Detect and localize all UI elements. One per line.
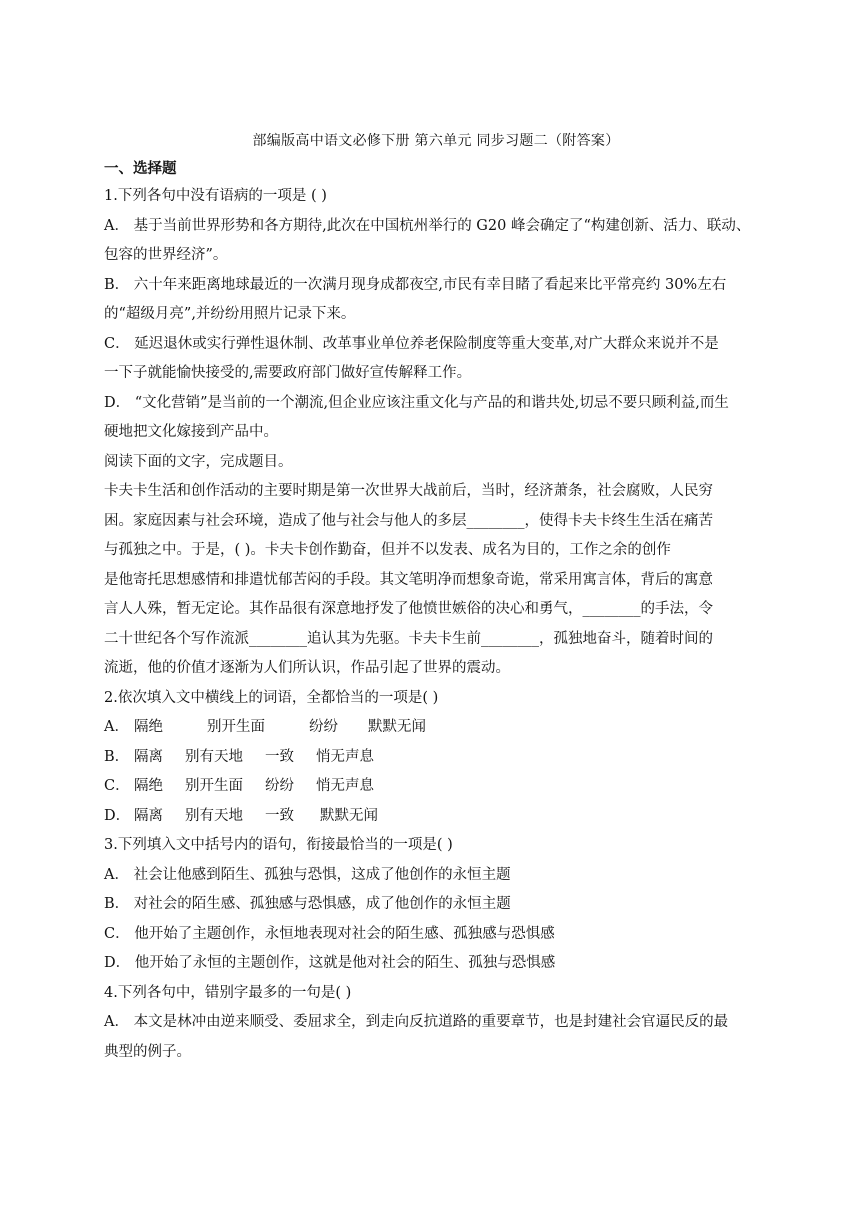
passage-line: 流逝，他的价值才逐渐为人们所认识，作品引起了世界的震动。 <box>104 660 510 676</box>
option-key: D． <box>104 807 131 824</box>
option-a <box>104 713 768 743</box>
option-word: 默默无闻 <box>320 807 378 824</box>
option-c <box>104 772 768 802</box>
option-word: 别开生面 <box>207 719 265 735</box>
option-b <box>104 743 768 773</box>
option-word: 悄无声息 <box>316 748 374 765</box>
option-b: B． 对社会的陌生感、孤独感与恐惧感，成了他创作的永恒主题 <box>104 896 511 912</box>
option-word: 默默无闻 <box>368 719 426 735</box>
option-word: 纷纷 <box>265 778 294 794</box>
option-word: 隔绝 <box>134 778 163 794</box>
option-a-line-2: 包容的世界经济”。 <box>104 247 228 263</box>
option-word: 隔离 <box>134 807 163 824</box>
option-b-line-2: 的“超级月亮”,并纷纷用照片记录下来。 <box>104 306 356 322</box>
option-word: 隔离 <box>134 748 163 765</box>
passage-line: 二十世纪各个写作流派________追认其为先驱。卡夫卡生前________，孤独地奋斗，随着时间的 <box>104 630 713 647</box>
passage-line: 言人人殊，暂无定论。其作品很有深意地抒发了他愤世嫉俗的决心和勇气，________的手法，令 <box>104 601 713 617</box>
passage-line: 困。家庭因素与社会环境，造成了他与社会与他人的多层________，使得卡夫卡终生生活在痛苦 <box>104 512 713 529</box>
option-key: C． <box>104 778 130 794</box>
question-3 <box>104 831 768 979</box>
option-a-line-1: A． 基于当前世界形势和各方期待,此次在中国杭州举行的 G20 峰会确定了“构建创新、活力、联动、 <box>104 217 751 234</box>
option-word: 一致 <box>265 807 294 824</box>
option-d-line-1: D． “文化营销”是当前的一个潮流,但企业应该注重文化与产品的和谐共处,切忌不要只顾利益,而生 <box>104 394 729 411</box>
passage-line: 卡夫卡生活和创作活动的主要时期是第一次世界大战前后，当时，经济萧条，社会腐败，人民穷 <box>104 483 713 499</box>
question-stem: 4.下列各句中，错别字最多的一句是( ) <box>104 984 352 1001</box>
document-content <box>104 128 768 1067</box>
option-b-line-1: B． 六十年来距离地球最近的一次满月现身成都夜空,市民有幸目睹了看起来比平常亮约 30%左右 <box>104 276 727 293</box>
option-key: A． <box>104 719 129 735</box>
passage-line: 与孤独之中。于是，( )。卡夫卡创作勤奋，但并不以发表、成名为目的，工作之余的创作 <box>104 542 671 558</box>
question-2 <box>104 684 768 832</box>
question-stem: 2.依次填入文中横线上的词语，全都恰当的一项是( ) <box>104 689 439 706</box>
option-c-line-1: C． 延迟退休或实行弹性退休制、改革事业单位养老保险制度等重大变革,对广大群众来说并不是 <box>104 335 719 352</box>
section-heading: 一、选择题 <box>104 160 177 177</box>
option-word: 一致 <box>265 748 294 765</box>
question-1 <box>104 182 768 448</box>
option-d: D． 他开始了永恒的主题创作，这就是他对社会的陌生、孤独与恐惧感 <box>104 955 556 971</box>
option-word: 悄无声息 <box>316 778 374 794</box>
option-a-line-2: 典型的例子。 <box>104 1043 191 1060</box>
question-stem: 1.下列各句中没有语病的一项是 ( ) <box>104 188 327 204</box>
option-word: 别有天地 <box>185 748 243 765</box>
option-word: 纷纷 <box>309 719 338 735</box>
option-a: A． 社会让他感到陌生、孤独与恐惧，这成了他创作的永恒主题 <box>104 866 511 883</box>
option-word: 隔绝 <box>134 719 163 735</box>
document-title: 部编版高中语文必修下册 第六单元 同步习题二（附答案） <box>252 133 620 149</box>
question-4 <box>104 979 768 1068</box>
passage-line: 是他寄托思想感情和排遣忧郁苦闷的手段。其文笔明净而想象奇诡，常采用寓言体，背后的寓意 <box>104 571 713 588</box>
option-word: 别有天地 <box>185 807 243 824</box>
option-d-line-2: 硬地把文化嫁接到产品中。 <box>104 424 278 440</box>
reading-passage <box>104 448 768 684</box>
option-c: C． 他开始了主题创作，永恒地表现对社会的陌生感、孤独感与恐惧感 <box>104 925 555 942</box>
option-a-line-1: A． 本文是林冲由逆来顺受、委屈求全，到走向反抗道路的重要章节，也是封建社会官逼民反的最 <box>104 1014 729 1030</box>
option-c-line-2: 一下子就能愉快接受的,需要政府部门做好宣传解释工作。 <box>104 365 472 381</box>
question-stem: 3.下列填入文中括号内的语句，衔接最恰当的一项是( ) <box>104 837 453 853</box>
option-word: 别开生面 <box>185 778 243 794</box>
option-key: B． <box>104 748 130 765</box>
option-d <box>104 802 768 832</box>
reading-intro: 阅读下面的文字，完成题目。 <box>104 453 293 470</box>
